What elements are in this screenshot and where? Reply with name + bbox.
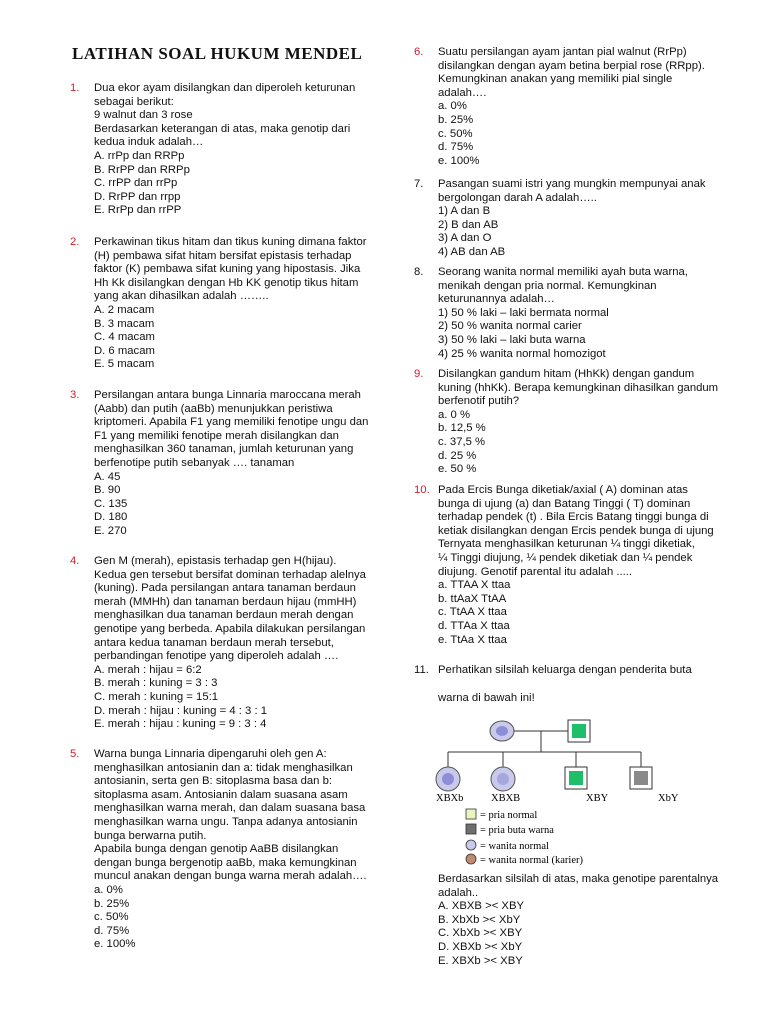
question-number: 8. (414, 266, 424, 278)
question-number: 1. (70, 82, 80, 94)
question-number: 11. (414, 664, 429, 676)
question-number: 10. (414, 484, 430, 496)
question-line: B. RrPP dan RRPp (94, 163, 190, 176)
question-line: kriptomeri. Apabila F1 yang memiliki fenotipe ungu dan (94, 416, 369, 429)
question-line: C. 135 (94, 497, 128, 510)
question-line: kuning (hhKk). Berapa kemungkinan dihasilkan gandum (438, 381, 719, 394)
question-line: C. rrPP dan rrPp (94, 177, 178, 190)
question-4 (70, 555, 366, 732)
question-line: kedua induk adalah… (94, 136, 204, 149)
question-line: Gen M (merah), epistasis terhadap gen H(hijau). (94, 555, 337, 567)
question-number: 3. (70, 389, 80, 401)
question-line: (H) pembawa sifat hitam bersifat epistasis terhadap (94, 249, 352, 262)
child-2-fill (497, 773, 509, 785)
question-line: C. 4 macam (94, 331, 155, 344)
question-line: E. merah : hijau : kuning = 9 : 3 : 4 (94, 718, 267, 731)
question-line: d. TTAa X ttaa (438, 619, 510, 632)
question-line: 1) A dan B (438, 205, 491, 218)
question-line: (Aabb) dan putih (aaBb) menunjukkan peristiwa (94, 402, 333, 415)
child-4-fill (634, 771, 648, 785)
question-10 (414, 484, 714, 647)
question-line: A. rrPp dan RRPp (94, 149, 185, 162)
question-line: a. 0 % (438, 408, 471, 421)
question-6 (414, 46, 705, 168)
question-line: E. 270 (94, 524, 127, 537)
child-3-genotype: XBY (586, 793, 609, 804)
legend-male-normal-icon (466, 809, 476, 819)
question-line: bunga berwarna putih. (94, 829, 207, 842)
legend-male-normal: = pria normal (480, 810, 538, 821)
question-number: 6. (414, 46, 424, 58)
question-line: D. merah : hijau : kuning = 4 : 3 : 1 (94, 704, 268, 717)
question-line: menghasilkan warna merah, dan dalam suasana basa (94, 802, 366, 815)
question-line: Berdasarkan silsilah di atas, maka genotipe parentalnya (438, 873, 719, 885)
question-line: F1 yang memiliki fenotipe merah disilangkan dan (94, 429, 339, 442)
question-line: Kemungkinan anakan yang memiliki pial single (438, 73, 673, 86)
question-line: c. 50% (438, 127, 473, 140)
question-2 (70, 236, 367, 372)
question-line: A. 2 macam (94, 303, 155, 316)
question-number: 7. (414, 178, 424, 190)
question-line: menghasilkan warna ungu. Tanpa adanya antosianin (94, 815, 358, 828)
question-line: faktor (K) pembawa sifat kuning yang hipostasis. Jika (94, 263, 361, 276)
child-3-fill (569, 771, 583, 785)
question-line: adalah.. (438, 886, 479, 899)
question-line: D. 6 macam (94, 344, 155, 357)
page-title: LATIHAN SOAL HUKUM MENDEL (72, 44, 363, 63)
question-line: A. 45 (94, 470, 121, 483)
question-line: e. TtAa X ttaa (438, 633, 507, 646)
question-number: 4. (70, 555, 80, 567)
legend-female-carrier: = wanita normal (karier) (480, 855, 584, 866)
question-line: E. XBXb >< XBY (438, 954, 523, 967)
question-line: d. 25 % (438, 449, 477, 462)
question-line: Pasangan suami istri yang mungkin mempunyai anak (438, 178, 706, 190)
question-line: C. XbXb >< XBY (438, 927, 523, 940)
question-line: Warna bunga Linnaria dipengaruhi oleh gen A: (94, 748, 327, 760)
question-line: c. 50% (94, 911, 129, 924)
question-line: perbandingan fenotipe yang diperoleh adalah …. (94, 650, 339, 663)
question-line: D. RrPP dan rrpp (94, 190, 181, 203)
question-line: Perkawinan tikus hitam dan tikus kuning dimana faktor (94, 236, 367, 248)
question-line: menghasilkan dua tanaman berdaun merah dengan (94, 609, 354, 622)
question-line: Seorang wanita normal memiliki ayah buta warna, (438, 266, 688, 278)
question-line: a. 0% (438, 100, 467, 113)
question-line: 3) 50 % laki – laki buta warna (438, 333, 586, 346)
legend-female-normal-icon (466, 840, 476, 850)
question-line: Pada Ercis Bunga diketiak/axial ( A) dominan atas (438, 484, 688, 496)
question-line: A. XBXB >< XBY (438, 900, 525, 913)
question-line: D. XBXb >< XbY (438, 940, 523, 953)
question-line: Berdasarkan keterangan di atas, maka genotip dari (94, 122, 351, 135)
question-line: merah (MMHh) dan tanaman berdaun hijau (mmHH) (94, 595, 357, 608)
question-line: Suatu persilangan ayam jantan pial walnut (RrPp) (438, 46, 687, 58)
question-line: E. RrPp dan rrPP (94, 204, 182, 217)
question-line: menikah dengan pria normal. Kemungkinan (438, 279, 657, 292)
question-number: 2. (70, 236, 80, 248)
question-line: b. 25% (94, 897, 130, 910)
question-line: e. 100% (438, 154, 480, 167)
question-line: adalah…. (438, 86, 487, 99)
question-line: 4) 25 % wanita normal homozigot (438, 347, 606, 360)
question-number: 9. (414, 368, 424, 380)
question-line: a. 0% (94, 883, 123, 896)
question-line: Kedua gen tersebut bersifat dominan terhadap alelnya (94, 568, 366, 581)
legend-female-normal: = wanita normal (480, 841, 549, 852)
child-4-genotype: XbY (658, 793, 679, 804)
question-line: 3) A dan O (438, 232, 492, 245)
question-line: terhadap pendek (t) . Bila Ercis Batang tinggi bunga di (438, 511, 709, 524)
question-line: B. 3 macam (94, 317, 155, 330)
question-line: Dua ekor ayam disilangkan dan diperoleh keturunan (94, 82, 356, 94)
question-line: B. XbXb >< XbY (438, 913, 521, 926)
question-line: keturunannya adalah… (438, 293, 555, 306)
question-11 (414, 664, 692, 678)
question-line: e. 100% (94, 938, 136, 951)
question-line: Ternyata menghasilkan keturunan ¼ tinggi diketiak, (438, 538, 695, 551)
question-line: 2) 50 % wanita normal carier (438, 320, 582, 333)
question-line: a. TTAA X ttaa (438, 579, 511, 592)
question-line: genotipe yang berbeda. Apabila dilakukan persilangan (94, 622, 366, 635)
question-line: Apabila bunga dengan genotip AaBB disilangkan (94, 843, 339, 856)
question-line: disilangkan dengan ayam betina berpial rose (RRpp). (438, 59, 705, 72)
question-line: Disilangkan gandum hitam (HhKk) dengan gandum (438, 368, 695, 380)
question-line: A. merah : hijau = 6:2 (94, 663, 202, 676)
question-line: sebagai berikut: (94, 95, 174, 108)
question-line: 9 walnut dan 3 rose (94, 109, 193, 122)
question-line: B. merah : kuning = 3 : 3 (94, 677, 218, 690)
question-line: menghasilkan antosianin dan a: tidak menghasilkan (94, 761, 353, 774)
question-line: B. 90 (94, 484, 121, 497)
question-7 (414, 178, 706, 260)
legend-female-carrier-icon (466, 854, 476, 864)
question-line: sitoplasma asam. Antosianin dalam suasana asam (94, 788, 348, 801)
question-line: e. 50 % (438, 463, 477, 476)
question-5 (70, 748, 367, 952)
question-line: berfenotif putih? (438, 395, 520, 408)
question-line: 1) 50 % laki – laki bermata normal (438, 306, 609, 319)
question-line: muncul anakan dengan bunga warna merah adalah…. (94, 870, 367, 883)
father-fill (572, 724, 586, 738)
pedigree-chart (426, 712, 706, 872)
question-line: d. 75% (94, 924, 130, 937)
question-text: Perhatikan silsilah keluarga dengan penderita buta (438, 664, 692, 676)
question-line: diujung. Genotif parental itu adalah ..... (438, 565, 633, 578)
question-line: b. 25% (438, 113, 474, 126)
question-line: (kuning). Pada persilangan antara tanaman berdaun (94, 582, 356, 595)
question-line: bunga di ujung (a) dan Batang Tinggi ( T) dominan (438, 497, 691, 510)
question-line: Persilangan antara bunga Linnaria maroccana merah (94, 389, 361, 401)
question-line: Hh Kk disilangkan dengan Hb KK genotip tikus hitam (94, 276, 359, 289)
question-line: ketiak disilangkan dengan Ercis pendek bunga di ujung (438, 524, 714, 537)
question-1 (70, 82, 355, 218)
legend-male-colorblind: = pria buta warna (480, 825, 554, 836)
question-11-continuation: warna di bawah ini! (438, 692, 535, 704)
question-line: d. 75% (438, 141, 474, 154)
question-line: 2) B dan AB (438, 218, 499, 231)
question-line: b. ttAaX TtAA (438, 592, 507, 605)
child-1-genotype: XBXb (436, 793, 464, 804)
question-line: antosianin, serta gen B: sitoplasma basa dan b: (94, 775, 333, 788)
question-line: yang akan dihasilkan adalah …….. (94, 290, 269, 303)
question-number: 5. (70, 748, 80, 760)
question-line: D. 180 (94, 511, 128, 524)
question-line: C. merah : kuning = 15:1 (94, 690, 219, 703)
question-line: 4) AB dan AB (438, 245, 506, 258)
question-line: antara kedua tanaman berdaun merah tersebut, (94, 636, 334, 649)
question-line: E. 5 macam (94, 358, 155, 371)
question-line: b. 12,5 % (438, 422, 486, 435)
question-line: ¼ Tinggi diujung, ¼ pendek diketiak dan ¼ pendek (438, 551, 693, 564)
legend-male-colorblind-icon (466, 824, 476, 834)
question-3 (70, 389, 368, 539)
question-11-options (414, 873, 718, 968)
question-line: c. TtAA X ttaa (438, 606, 507, 619)
question-line: c. 37,5 % (438, 435, 486, 448)
mother-carrier-dot (496, 726, 508, 736)
question-line: bergolongan darah A adalah….. (438, 191, 597, 204)
child-2-genotype: XBXB (491, 793, 521, 804)
question-9 (414, 368, 718, 477)
question-8 (414, 266, 688, 361)
question-line: dengan bunga bergenotip aaBb, maka kemungkinan (94, 856, 357, 869)
child-1-carrier-dot (442, 773, 454, 785)
question-line: berfenotipe putih sebanyak …. tanaman (94, 456, 295, 469)
question-line: menghasilkan 360 tanaman, jumlah keturunan yang (94, 443, 354, 456)
